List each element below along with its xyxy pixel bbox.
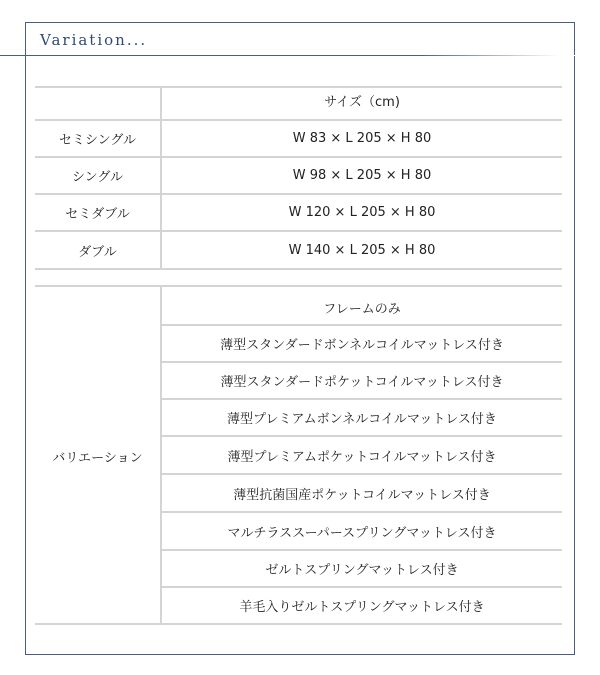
- size-row-name: セミダブル: [65, 207, 130, 222]
- divider: [35, 623, 562, 625]
- size-row-value: W 98 × L 205 × H 80: [292, 168, 432, 183]
- size-row-value: W 83 × L 205 × H 80: [292, 131, 432, 146]
- size-row-name: シングル: [71, 170, 124, 185]
- variation-item: 羊毛入りゼルトスプリングマットレス付き: [239, 600, 485, 615]
- section-heading: Variation...: [40, 31, 148, 49]
- variation-item: 薄型プレミアムボンネルコイルマットレス付き: [227, 412, 497, 427]
- variation-item: 薄型プレミアムポケットコイルマットレス付き: [227, 449, 497, 465]
- variation-label: バリエーション: [52, 450, 143, 466]
- variation-item: フレームのみ: [323, 301, 401, 317]
- variation-item: ゼルトスプリングマットレス付き: [265, 563, 459, 578]
- size-row-value: W 140 × L 205 × H 80: [288, 242, 436, 258]
- divider: [35, 268, 562, 270]
- size-header: サイズ（cm): [324, 94, 400, 110]
- size-row-name: ダブル: [78, 244, 117, 260]
- heading-underline-fade: [420, 55, 575, 56]
- variation-item: 薄型スタンダードボンネルコイルマットレス付き: [220, 338, 504, 353]
- variation-item: マルチラススーパースプリングマットレス付き: [227, 525, 497, 541]
- variation-item: 薄型スタンダードポケットコイルマットレス付き: [220, 375, 504, 390]
- size-row-value: W 120 × L 205 × H 80: [288, 205, 436, 220]
- variation-item: 薄型抗菌国産ポケットコイルマットレス付き: [233, 487, 491, 503]
- size-row-name: セミシングル: [58, 133, 137, 148]
